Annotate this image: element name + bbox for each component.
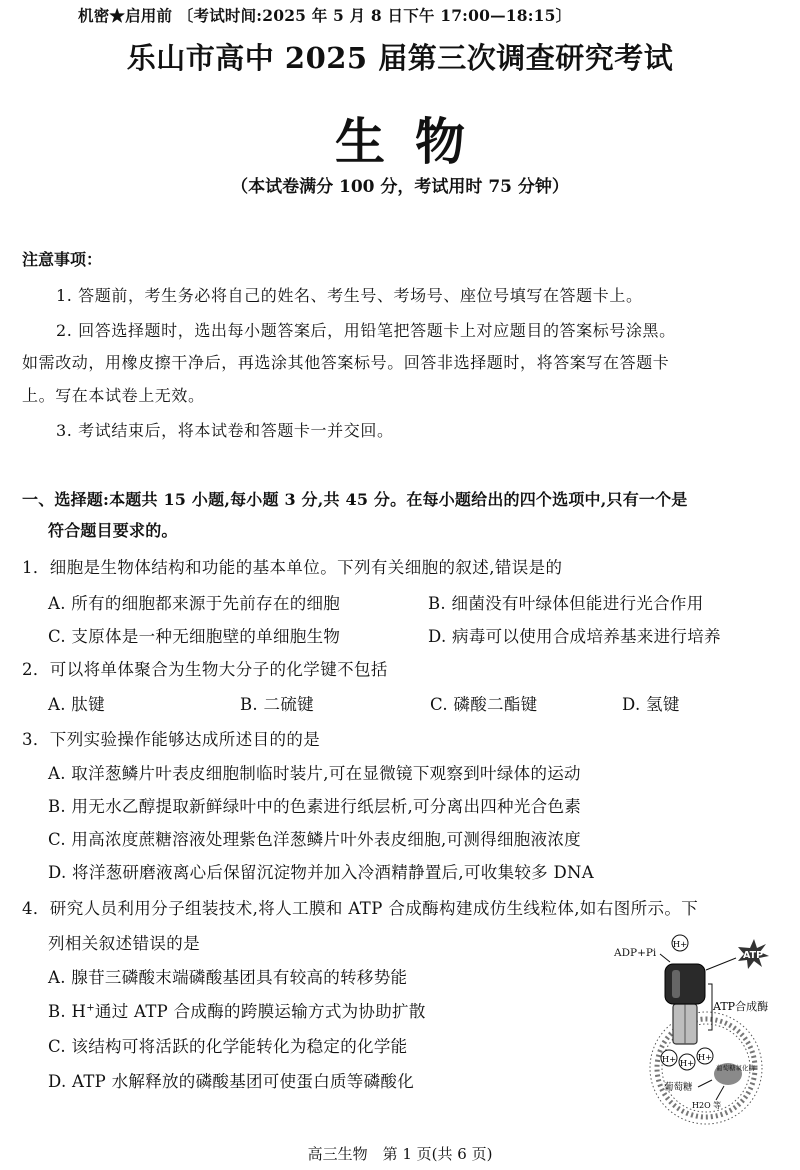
question-4-stem-line2: 列相关叙述错误的是 — [48, 934, 201, 953]
question-4-option-a: A. 腺苷三磷酸末端磷酸基团具有较高的转移势能 — [48, 968, 408, 987]
confidential-time-line: 机密★启用前 〔考试时间:2025 年 5 月 8 日下午 17:00—18:15〕 — [78, 6, 572, 25]
question-3-option-b: B. 用无水乙醇提取新鲜绿叶中的色素进行纸层析,可分离出四种光合色素 — [48, 797, 582, 816]
note-item-3: 3. 考试结束后，将本试卷和答题卡一并交回。 — [56, 421, 394, 440]
atp-synthase-label: ATP合成酶 — [713, 1000, 769, 1013]
note-item-2-line2: 如需改动，用橡皮擦干净后，再选涂其他答案标号。回答非选择题时，将答案写在答题卡 — [22, 353, 670, 372]
question-2-option-d: D. 氢键 — [622, 695, 680, 714]
question-1-stem: 1．细胞是生物体结构和功能的基本单位。下列有关细胞的叙述,错误是的 — [22, 558, 563, 577]
atp-arrow — [706, 958, 736, 970]
question-2-option-c: C. 磷酸二酯键 — [430, 695, 538, 714]
exam-title: 乐山市高中 2025 届第三次调查研究考试 — [126, 41, 674, 75]
note-item-2-line3: 上。写在本试卷上无效。 — [22, 386, 205, 405]
question-4-option-b: B. H+通过 ATP 合成酶的跨膜运输方式为协助扩散 — [48, 1002, 426, 1021]
question-4-option-d: D. ATP 水解释放的磷酸基团可使蛋白质等磷酸化 — [48, 1072, 414, 1091]
adp-arrow — [660, 954, 670, 962]
question-3-stem: 3．下列实验操作能够达成所述目的的是 — [22, 730, 321, 749]
glucose-oxidase-label: 葡萄糖氧化酶 — [716, 1064, 755, 1072]
note-item-1: 1. 答题前，考生务必将自己的姓名、考生号、考场号、座位号填写在答题卡上。 — [56, 286, 643, 305]
subject-title: 生物 — [335, 112, 495, 171]
section-heading-line1: 一、选择题:本题共 15 小题,每小题 3 分,共 45 分。在每小题给出的四个选项中,只有一个是 — [22, 490, 688, 509]
question-2-option-a: A. 肽键 — [48, 695, 105, 714]
notes-title: 注意事项： — [22, 250, 103, 269]
note-item-2-line1: 2. 回答选择题时，选出每小题答案后，用铅笔把答题卡上对应题目的答案标号涂黑。 — [56, 321, 676, 340]
glucose-label: 葡萄糖 — [664, 1082, 693, 1093]
atp-synthase-f1-highlight — [672, 970, 680, 998]
question-3-option-c: C. 用高浓度蔗糖溶液处理紫色洋葱鳞片叶外表皮细胞,可测得细胞液浓度 — [48, 830, 581, 849]
exam-meta: （本试卷满分 100 分，考试用时 75 分钟） — [231, 177, 569, 197]
biomimetic-mitochondrion-diagram — [612, 930, 788, 1130]
section-heading-line2: 符合题目要求的。 — [48, 521, 178, 540]
h-plus-outside-label: H+ — [672, 940, 688, 950]
question-1-option-d: D. 病毒可以使用合成培养基来进行培养 — [428, 627, 721, 646]
atp-label: ATP — [742, 950, 764, 961]
page-footer: 高三生物 第 1 页(共 6 页) — [307, 1145, 493, 1163]
product-label: H2O 等 — [692, 1101, 722, 1110]
question-4-option-c: C. 该结构可将活跃的化学能转化为稳定的化学能 — [48, 1037, 408, 1056]
question-4-stem-line1: 4．研究人员利用分子组装技术,将人工膜和 ATP 合成酶构建成仿生线粒体,如右图所示。下 — [22, 899, 699, 918]
h-plus-inside-3-label: H+ — [697, 1053, 713, 1063]
question-1-option-a: A. 所有的细胞都来源于先前存在的细胞 — [48, 594, 341, 613]
question-1-option-b: B. 细菌没有叶绿体但能进行光合作用 — [428, 594, 704, 613]
question-3-option-a: A. 取洋葱鳞片叶表皮细胞制临时装片,可在显微镜下观察到叶绿体的运动 — [48, 764, 581, 783]
h-plus-inside-1-label: H+ — [661, 1055, 677, 1065]
atp-synthase-f1 — [665, 964, 705, 1004]
question-1-option-c: C. 支原体是一种无细胞壁的单细胞生物 — [48, 627, 341, 646]
question-3-option-d: D. 将洋葱研磨液离心后保留沉淀物并加入冷酒精静置后,可收集较多 DNA — [48, 863, 595, 882]
adp-pi-label: ADP+Pi — [614, 947, 657, 959]
question-2-stem: 2．可以将单体聚合为生物大分子的化学键不包括 — [22, 660, 388, 679]
h-plus-inside-2-label: H+ — [679, 1059, 695, 1069]
question-2-option-b: B. 二硫键 — [240, 695, 314, 714]
